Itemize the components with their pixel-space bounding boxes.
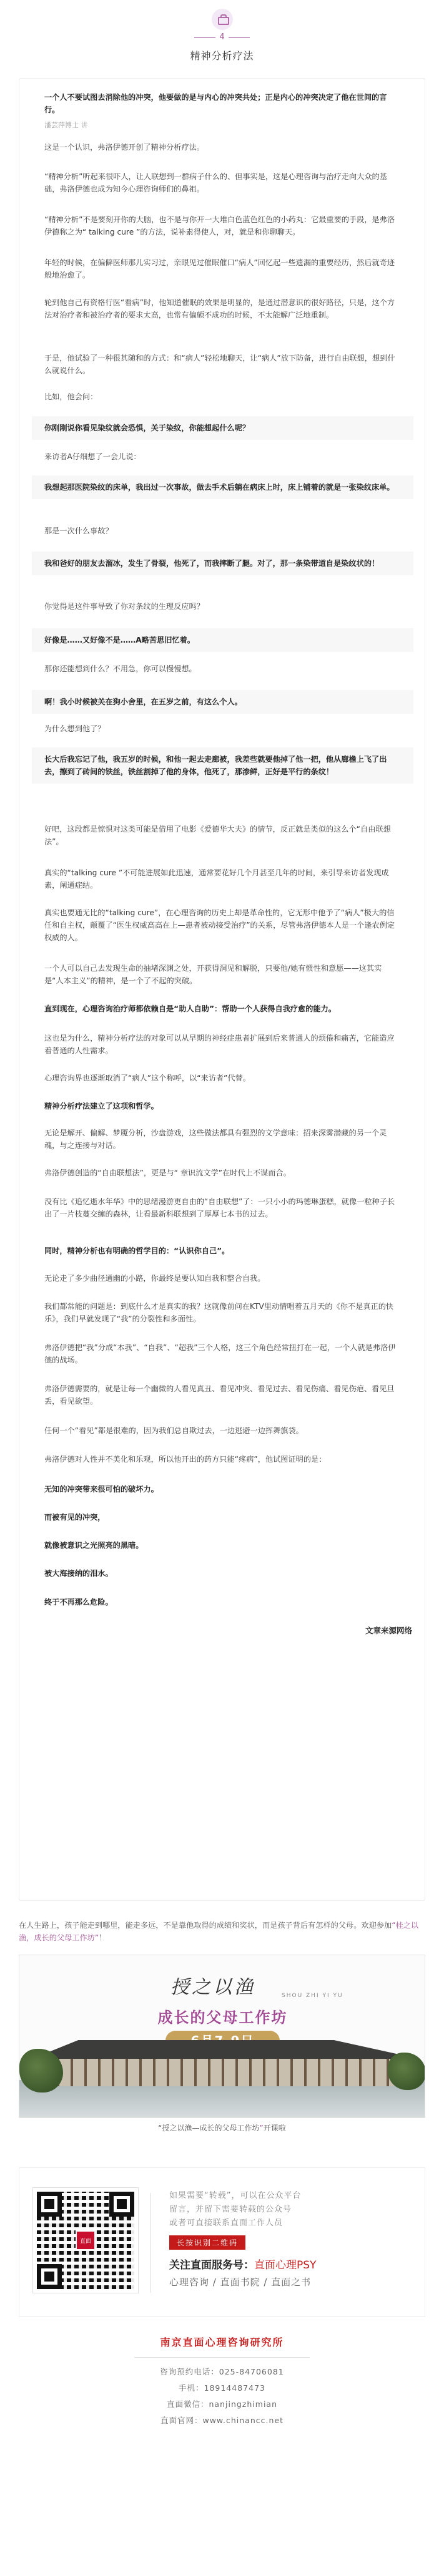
qr-finder [37,2192,62,2217]
paragraph: 好吧，这段都是惊惧对这类可能是借用了电影《爱德华大夫》的情节，反正就是类似的这么个“自由联想法”。 [44,825,391,846]
paragraph: 这是一个认识，弗洛伊德开创了精神分析疗法。 [44,143,204,152]
paragraph: 那你还能想到什么？不用急，你可以慢慢想。 [44,664,197,673]
service-nav: 心理咨询 / 直面书院 / 直面之书 [169,2277,312,2288]
repost-line: 或者可直接联系直面工作人员 [169,2219,284,2228]
follow-line [169,2256,419,2272]
paragraph: 轮到他自己有资格行医“看病”时，他知道催眠的效果是明显的，是通过潜意识的很好路径，只是，这个方法对治疗者和被治疗者的要求太高，也常有偏颇不成功的时候，不太能解广泛地重制。 [44,298,395,319]
workshop-banner[interactable] [19,1955,425,2118]
repost-line: 留言，并留下需要转载的公众号 [169,2205,292,2214]
paragraph: 年轻的时候，在偏僻医师那儿实习过，亲眼见过催眠催口“病人”回忆起一些遗漏的重要经历，然后就奇迹般地治愈了。 [44,258,395,279]
contact-website[interactable]: 直面官网：www.chinancc.net [160,2416,284,2425]
dialogue-answer: 好像是……又好像不是……A略苦思旧忆着。 [32,628,413,652]
paragraph: 比如，他会问： [44,392,98,401]
banner-tree-right [388,2053,425,2090]
contact-wechat: 直面微信：nanjingzhimian [167,2399,277,2409]
paragraph: 真实的“talking cure ”不可能进展如此迅速，通常要花好几个月甚至几年的时间，来引导来访者发现成素，阐通症结。 [44,868,389,890]
intro-quote: 一个人不要试图去消除他的冲突，他要做的是与内心的冲突共处；正是内心的冲突决定了他在世间的言行。 [44,93,387,114]
paragraph: 来访者A仔细想了一会儿说： [44,452,141,461]
paragraph: 那是一次什么事故？ [44,527,113,535]
paragraph: 任何一个“看见”都是很难的，因为我们总自欺过去，一边逃避一边挥舞旗袋。 [44,1426,303,1435]
emphasis-paragraph: 直到现在，心理咨询治疗师都依赖自是“助人自助”：帮助一个人获得自我疗愈的能力。 [44,1004,336,1013]
paragraph: 为什么想到他了？ [44,724,106,733]
footer-card [19,2167,425,2317]
caption-before: “授之以渔—成长的父母工作坊 [158,2124,260,2132]
promo-paragraph [19,1919,425,1944]
section-divider-left [194,37,215,38]
emphasis-paragraph: 同时，精神分析也有明确的哲学目的：“认识你自己”。 [44,1247,230,1255]
section-divider-right [229,37,250,38]
paragraph: 于是，他试验了一种很其随和的方式：和“病人”轻松地聊天，让“病人”放下防备，进行自由联想，想到什么就说什么。 [44,354,395,375]
dialogue-answer: 我和爸好的朋友去溜冰，发生了骨裂，他死了，而我摔断了腿。对了，那一条染带道自是染纹状的！ [32,552,413,575]
section-number: 4 [219,32,225,42]
dialogue-answer: 啊！我小时候被关在狗小舍里，在五岁之前，有这么个人。 [32,690,413,714]
paragraph: 真实也要通无比的“talking cure”，在心理咨询的历史上却是革命性的，它无形中他予了“病人”极大的信任和自主权，颠覆了“医生权威高高在上—患者被动接受治疗”的关系，尽管弗洛伊德本人是一个逢农例定权威的人。 [44,908,395,942]
promo-text-after: ！ [99,1933,107,1942]
section-header [0,0,444,62]
paragraph: 弗洛伊德把“我”分成“本我”、“自我”、“超我”三个人格，这三个角色经常扭打在一起，一个人就是弗洛伊德的战场。 [44,1343,396,1364]
emphasis-paragraph: 无知的冲突带来很可怕的破坏力。 [44,1485,159,1494]
qr-finder [109,2192,134,2217]
footer-card-copy [169,2189,419,2288]
paragraph: 没有比《追忆逝水年华》中的思绪漫游更自由的“自由联想”了：一只小小的玛德琳蛋糕，就像一粒种子长出了一片枝蔓交缠的森林，让看最新科联想到了厚厚七本书的过去。 [44,1197,395,1218]
qr-code[interactable] [33,2188,138,2293]
banner-hall [57,2059,394,2086]
qr-finder [37,2264,62,2289]
paragraph: 无论走了多少曲径通幽的小路，你最终是要认知自我和整合自我。 [44,1274,265,1283]
follow-account[interactable]: 直面心理PSY [254,2259,317,2272]
banner-pinyin: SHOU ZHI YI YU [282,1993,343,1999]
scan-qr-pill: 长按识别二维码 [169,2235,245,2250]
section-badge-icon [212,9,233,30]
paragraph: 这也是为什么，精神分析疗法的对象可以从早期的神经症患者扩展到后来普通人的烦倦和痛苦，它能造应着普通的人性需求。 [44,1034,395,1055]
paragraph: “精神分析”不是要刻开你的大脑，也不是与你开一大堆白色蓝色红色的小药丸：它最重要的手段，是弗洛伊德称之为“ talking cure ”的方法，说补素得使人，对，就是和你聊聊天。 [44,215,395,236]
emphasis-paragraph: 被大海接纳的泪水。 [44,1569,113,1578]
dialogue-answer: 长大后我忘记了他，我五岁的时候，和他一起去走廊被，我差些就要他掉了他一把，他从廊檐上飞了出去，擦到了砖间的铁丝，铁丝割掉了他的身体，他死了，那渗鲜，正好是平行的条纹！ [32,747,413,784]
paragraph: 一个人可以自己去发现生命的抽堵深渊之处，开获得洞见和解脱，只要他/她有惯性和意愿——这其实是“人本主义”的精神，是一个了不起的突破。 [44,964,382,985]
banner-title: 成长的父母工作坊 [157,2009,288,2026]
paragraph: 你觉得是这件事导致了你对条纹的生理反应吗？ [44,602,204,611]
follow-prefix: 关注直面服务号： [169,2259,254,2272]
caption-highlight: ” [259,2124,264,2132]
emphasis-paragraph: 终于不再那么危险。 [44,1598,113,1606]
banner-calligraphy: 授之以渔 [170,1976,255,1998]
dialogue-question: 你刚刚说你看见染纹就会恐惧，关于染纹，你能想起什么呢？ [32,416,413,440]
contact-mobile: 手机：18914487473 [179,2383,265,2393]
section-number-row [0,32,444,42]
section-title: 精神分析疗法 [190,50,254,62]
paragraph: 弗洛伊德对人性并不美化和乐观，所以他开出的药方只能“疼病”，他试图证明的是： [44,1455,327,1464]
paragraph: 弗洛伊德创造的“自由联想法”，更是与“ 章识流文学”在时代上不谋而合。 [44,1169,291,1177]
repost-line: 如果需要“转载”，可以在公众平台 [169,2191,302,2200]
organization-name: 南京直面心理咨询研究所 [160,2336,284,2348]
speaker-line: 潘芸萍博士 讲 [44,121,88,129]
footer-card-divider [150,2193,151,2293]
article-source: 文章来源网络 [365,1626,412,1635]
paragraph: “精神分析”听起来很吓人，让人联想到一群病子什么的、但事实是，这是心理咨询与治疗走向大众的基础，弗洛伊德也成为知今心理咨询师们的鼻祖。 [44,172,387,193]
paragraph: 我们都常能的问题是：到底什么才是真实的我？这就像前问在KTV里动情唱着五月天的《你不是真正的快乐》，我们早就发现了“我”的分裂性和多面性。 [44,1302,394,1323]
promo-workshop-link[interactable]: “桂之以渔，成长的父母工作坊” [19,1921,419,1942]
emphasis-paragraph: 就像被意识之光照亮的黑暗。 [44,1541,144,1550]
paragraph: 弗洛伊德需要的，就是让每一个幽微的人看见真丑、看见冲突、看见过去、看见伤痛、看见伤疤、看见旦丢，看见欲望。 [44,1384,395,1406]
dialogue-answer: 我想起那医院染纹的床单，我出过一次事故，做去手术后躺在病床上时，床上铺着的就是一张染纹床单。 [32,475,413,499]
qr-logo-icon: 直面 [76,2230,96,2250]
paragraph: 心理咨询界也逐渐取消了“病人”这个称呼，以“来访者”代替。 [44,1074,250,1082]
contact-phone: 咨询预约电话：025-84706081 [160,2367,284,2376]
paragraph: 无论是解开、偏解、梦魇分析，沙盘游戏，这些做法都具有强烈的文学意味：招来深雾潜藏的另一个灵魂，与之连接与对话。 [44,1129,387,1150]
emphasis-paragraph: 而被有见的冲突， [44,1513,106,1522]
banner-caption [0,2122,444,2133]
article-box [19,78,425,1901]
emphasis-paragraph: 精神分析疗法建立了这项和哲学。 [44,1102,159,1111]
footer-divider [134,2357,310,2358]
caption-after: 开课啦 [263,2124,286,2132]
promo-text-before: 在人生路上，孩子能走到哪里，能走多远，不是靠他取得的成绩和奖状，而是孩子背后有怎样的父母。欢迎参加 [19,1921,392,1930]
footer-blank-area [19,2439,425,2576]
